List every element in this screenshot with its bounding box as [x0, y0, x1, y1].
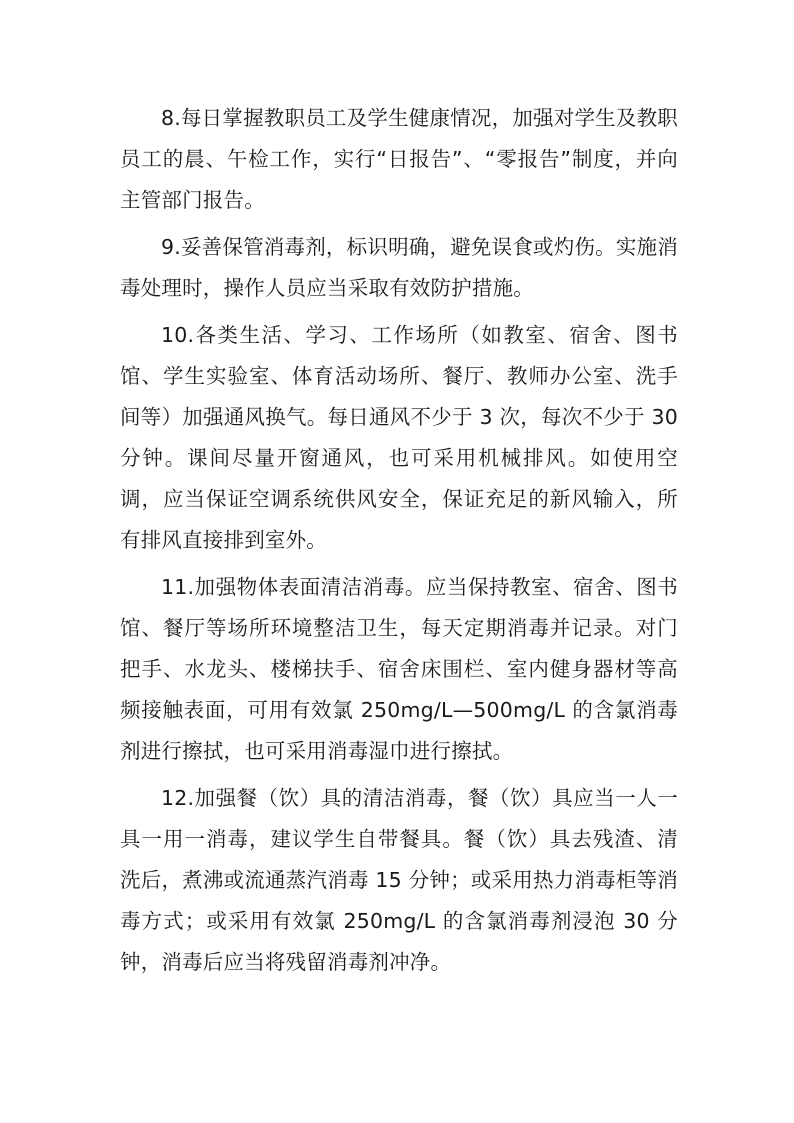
- paragraph-item-10: 10.各类生活、学习、工作场所（如教室、宿舍、图书馆、学生实验室、体育活动场所、餐厅、教师办公室、洗手间等）加强通风换气。每日通风不少于 3 次，每次不少于 30 分钟。课间尽量开窗通风，也可采用机械排风。如使用空调，应当保证空调系统供风安全，保证充足的新风输入，所有排风直接排到室外。: [120, 323, 678, 552]
- document-body: [120, 98, 678, 989]
- paragraph-item-11: 11.加强物体表面清洁消毒。应当保持教室、宿舍、图书馆、餐厅等场所环境整洁卫生，每天定期消毒并记录。对门把手、水龙头、楼梯扶手、宿舍床围栏、室内健身器材等高频接触表面，可用有效氯 250mg/L—500mg/L 的含氯消毒剂进行擦拭，也可采用消毒湿巾进行擦拭。: [120, 575, 678, 763]
- paragraph-item-8: 8.每日掌握教职员工及学生健康情况，加强对学生及教职员工的晨、午检工作，实行“日报告”、“零报告”制度，并向主管部门报告。: [120, 106, 678, 212]
- paragraph-item-12: 12.加强餐（饮）具的清洁消毒，餐（饮）具应当一人一具一用一消毒，建议学生自带餐具。餐（饮）具去残渣、清洗后，煮沸或流通蒸汽消毒 15 分钟；或采用热力消毒柜等消毒方式；或采用有效氯 250mg/L 的含氯消毒剂浸泡 30 分钟，消毒后应当将残留消毒剂冲净。: [120, 786, 678, 974]
- paragraph-item-9: 9.妥善保管消毒剂，标识明确，避免误食或灼伤。实施消毒处理时，操作人员应当采取有效防护措施。: [120, 235, 678, 300]
